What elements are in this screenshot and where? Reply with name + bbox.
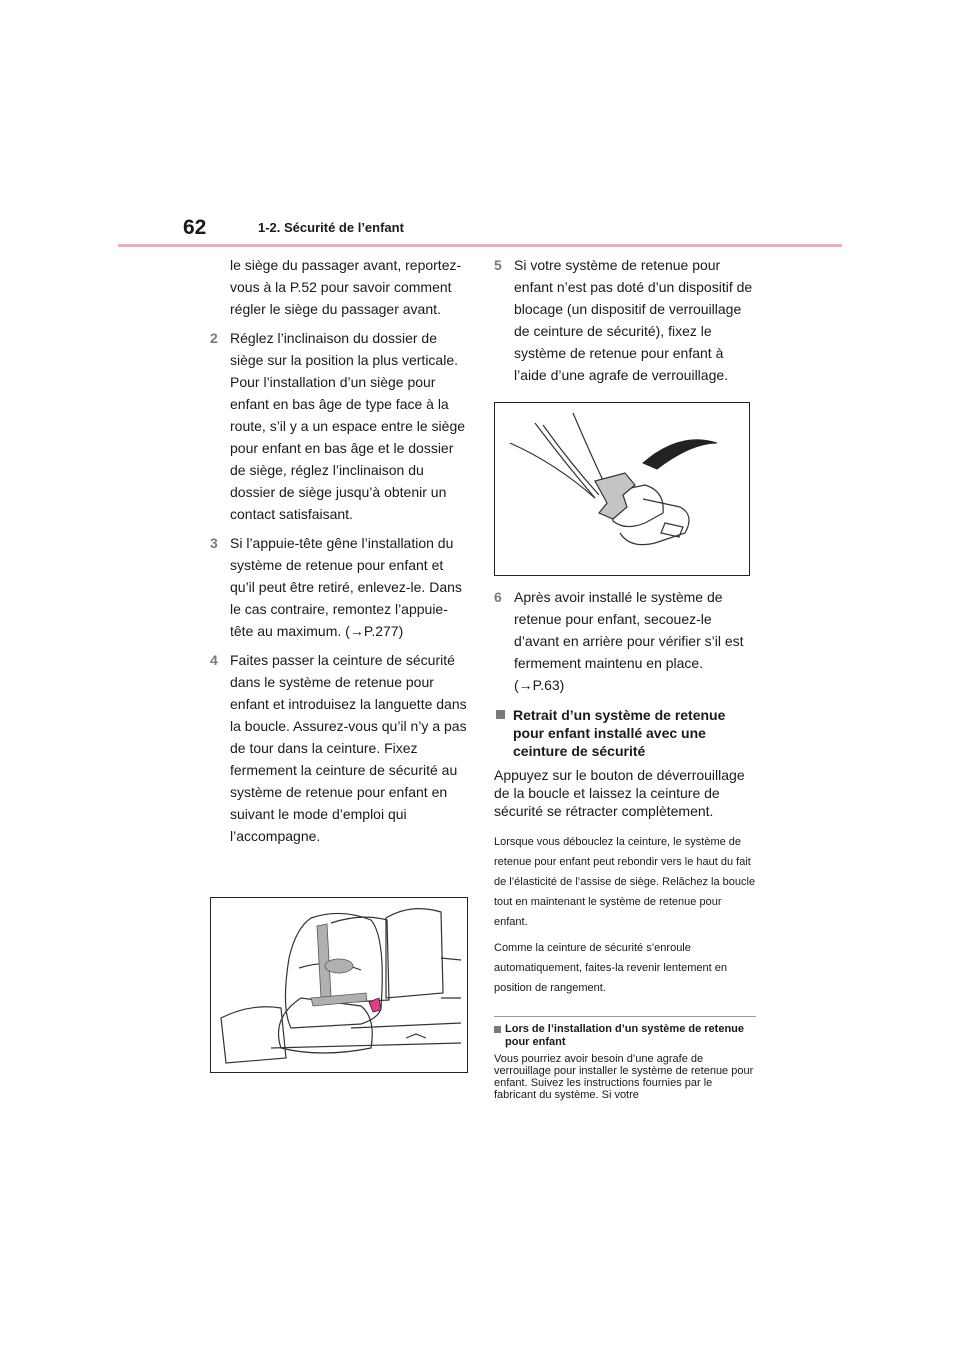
step-1-continuation: le siège du passager avant, reportez-vous à la P.52 pour savoir comment régler le siège du passager avant. xyxy=(230,257,462,317)
step-number: 6 xyxy=(494,589,502,605)
step-6 xyxy=(494,586,756,696)
step-5 xyxy=(494,254,756,386)
section-title: 1-2. Sécurité de l’enfant xyxy=(258,220,404,235)
child-seat-drawing xyxy=(211,898,467,1072)
subsection-body: Appuyez sur le bouton de déverrouillage de la boucle et laissez la ceinture de sécurité se rétracter complètement. xyxy=(494,767,745,819)
subsection-title: Retrait d’un système de retenue pour enfant installé avec une ceinture de sécurité xyxy=(513,707,726,759)
right-column xyxy=(494,254,756,1101)
note-divider xyxy=(494,1016,756,1017)
step-3 xyxy=(210,532,470,642)
locking-clip-illustration xyxy=(494,402,750,576)
note-paragraph: Comme la ceinture de sécurité s’enroule automatiquement, faites-la revenir lentement en position de rangement. xyxy=(494,942,727,994)
note-body: Vous pourriez avoir besoin d’une agrafe de verrouillage pour installer le système de retenue pour enfant. Suivez les instructions fournies par le fabricant du système. Si votre xyxy=(494,1053,754,1101)
note-heading xyxy=(494,1023,756,1049)
square-bullet-icon xyxy=(496,710,505,719)
step-4 xyxy=(210,649,470,847)
step-2 xyxy=(210,327,470,525)
note-title: Lors de l’installation d’un système de retenue pour enfant xyxy=(505,1023,745,1048)
step-text: Réglez l’inclinaison du dossier de siège sur la position la plus verticale. Pour l’installation d’un siège pour enfant en bas âge de type face à la route, s’il y a un espace entre le siège pour enfant en bas âge et le dossier de siège, réglez l’inclinaison du dossier de siège jusqu’à obtenir un contact satisfaisant. xyxy=(230,330,466,522)
step-text: Faites passer la ceinture de sécurité dans le système de retenue pour enfant et introduisez la languette dans la boucle. Assurez-vous qu’il n’y a pas de tour dans la ceinture. Fixez fermement la ceinture de sécurité au système de retenue pour enfant en suivant le mode d’emploi qui l’accompagne. xyxy=(230,652,467,844)
step-text: Si votre système de retenue pour enfant n’est pas doté d’un dispositif de blocage (un dispositif de verrouillage de ceinture de sécurité), fixez le système de retenue pour enfant à l’aide d’une agrafe de verrouillage. xyxy=(514,257,753,383)
step-number: 4 xyxy=(210,652,218,668)
step-number: 2 xyxy=(210,330,218,346)
left-column xyxy=(210,254,470,854)
step-text: Après avoir installé le système de retenue pour enfant, secouez-le d’avant en arrière pour vérifier s’il est fermement maintenu en place. (→P.63) xyxy=(514,589,744,693)
step-number: 3 xyxy=(210,535,218,551)
subsection-heading xyxy=(494,706,756,760)
header-rule xyxy=(118,244,842,247)
locking-clip-drawing xyxy=(495,403,749,575)
step-text: Si l’appuie-tête gêne l’installation du système de retenue pour enfant et qu’il peut être retiré, enlevez-le. Dans le cas contraire, remontez l’appuie-tête au maximum. (→P.277) xyxy=(230,535,462,639)
child-seat-illustration xyxy=(210,897,468,1073)
square-bullet-icon xyxy=(494,1026,501,1033)
page-number: 62 xyxy=(183,216,207,239)
note-paragraph: Lorsque vous débouclez la ceinture, le système de retenue pour enfant peut rebondir vers le haut du fait de l’élasticité de l’assise de siège. Relâchez la boucle tout en maintenant le système de retenue pour enfant. xyxy=(494,836,756,928)
step-number: 5 xyxy=(494,257,502,273)
